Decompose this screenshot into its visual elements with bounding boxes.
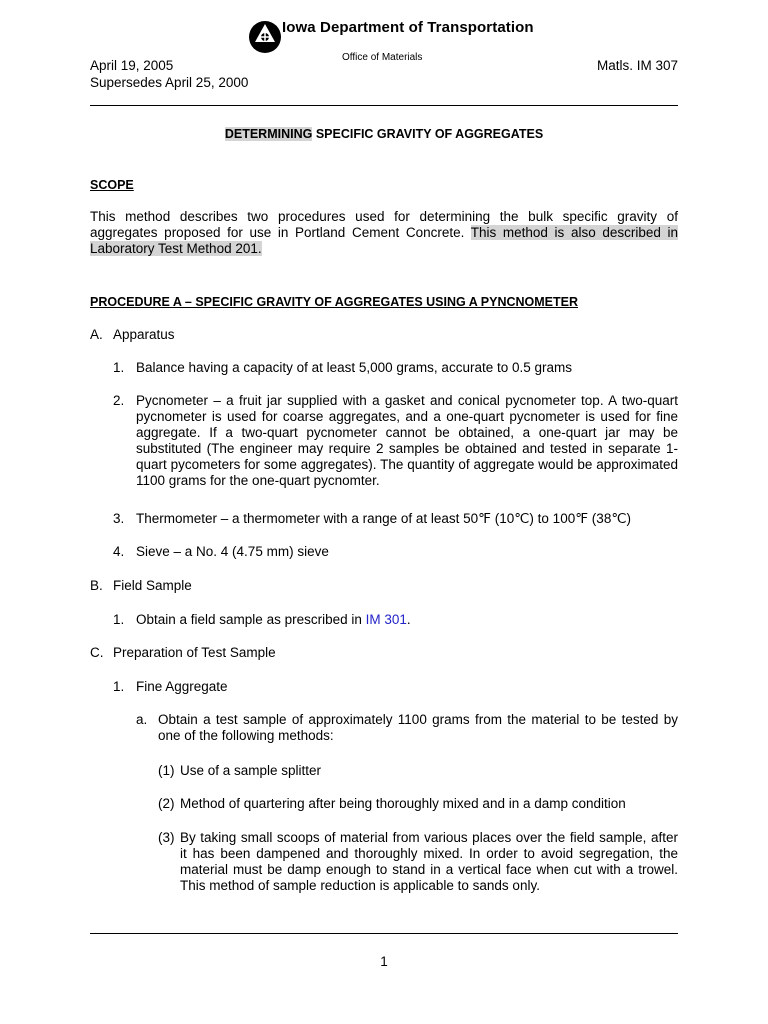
preparation-section: C. Preparation of Test Sample xyxy=(90,645,678,661)
im-number: Matls. IM 307 xyxy=(596,58,678,73)
apparatus-item-thermometer: Thermometer – a thermometer with a range of at least 50℉ (10℃) to 100℉ (38℃) xyxy=(136,511,631,526)
list-item: 1. Obtain a field sample as prescribed in IM 301. xyxy=(113,612,678,628)
list-item: (1) Use of a sample splitter xyxy=(158,763,678,779)
field-sample-item: Obtain a field sample as prescribed in IM 301. xyxy=(136,612,411,627)
scope-highlight: This method is also described in Laboratory Test Method 201. xyxy=(90,225,679,256)
title-highlight: DETERMINING xyxy=(224,127,313,141)
field-sample-section: B. Field Sample xyxy=(90,578,678,594)
list-item: 2. Pycnometer – a fruit jar supplied with a gasket and conical pycnometer top. A two-quart pycnometer is used for coarse aggregates, and a one-quart pycnometer is used for fine aggregate. If a two-quart pycnometer cannot be obtained, a one-quart jar may be substituted (The engineer may require 2 samples be obtained and tested in separate 1-quart pycometers for some aggregates). The quantity of aggregate would be approximated 1100 grams for the one-quart pycnomter. xyxy=(113,393,678,488)
fine-aggregate-label: Fine Aggregate xyxy=(136,679,228,694)
iowa-dot-logo-icon xyxy=(248,20,282,54)
procedure-a-heading: PROCEDURE A – SPECIFIC GRAVITY OF AGGREGATES USING A PYNCNOMETER xyxy=(90,295,579,309)
list-item: (2) Method of quartering after being thoroughly mixed and in a damp condition xyxy=(158,796,678,812)
document-title xyxy=(90,126,678,142)
im-301-link[interactable]: IM 301 xyxy=(365,612,407,627)
scope-paragraph xyxy=(90,209,678,257)
document-date: April 19, 2005 xyxy=(90,58,174,73)
title-rest: SPECIFIC GRAVITY OF AGGREGATES xyxy=(312,127,544,141)
sub-item-a-text: Obtain a test sample of approximately 1100 grams from the material to be tested by one of the following methods: xyxy=(158,712,678,743)
scope-text: This method describes two procedures used for determining the bulk specific gravity of aggregates proposed for use in Portland Cement Concrete. xyxy=(90,209,678,240)
header-divider xyxy=(90,105,678,106)
list-item: (3) By taking small scoops of material from various places over the field sample, after it has been dampened and thoroughly mixed. In order to avoid segregation, the material must be damp enough to stand in a vertical face when cut with a trowel. This method of sample reduction is applicable to sands only. xyxy=(158,830,678,893)
apparatus-marker: A. xyxy=(90,327,103,342)
apparatus-item-balance: Balance having a capacity of at least 5,000 grams, accurate to 0.5 grams xyxy=(136,360,572,375)
list-item: 1. Balance having a capacity of at least 5,000 grams, accurate to 0.5 grams xyxy=(113,360,678,376)
method-sample-splitter: Use of a sample splitter xyxy=(180,763,322,778)
sub-item-a: a. Obtain a test sample of approximately 1100 grams from the material to be tested by one of the following methods: xyxy=(136,712,678,743)
apparatus-item-sieve: Sieve – a No. 4 (4.75 mm) sieve xyxy=(136,544,329,559)
apparatus-section xyxy=(90,327,678,343)
method-quartering: Method of quartering after being thoroughly mixed and in a damp condition xyxy=(180,796,626,811)
list-item: 4. Sieve – a No. 4 (4.75 mm) sieve xyxy=(113,544,678,560)
apparatus-label: Apparatus xyxy=(113,327,175,342)
preparation-label: Preparation of Test Sample xyxy=(113,645,276,660)
fine-aggregate-item: 1. Fine Aggregate xyxy=(113,679,678,695)
supersedes-date: Supersedes April 25, 2000 xyxy=(90,75,249,90)
footer-divider xyxy=(90,933,678,934)
agency-name: Iowa Department of Transportation xyxy=(282,19,534,36)
list-item: 3. Thermometer – a thermometer with a range of at least 50℉ (10℃) to 100℉ (38℃) xyxy=(113,511,678,527)
scope-heading: SCOPE xyxy=(90,178,134,192)
apparatus-item-pycnometer: Pycnometer – a fruit jar supplied with a gasket and conical pycnometer top. A two-quart pycnometer is used for coarse aggregates, and a one-quart pycnometer is used for fine aggregate. If a two-quart pycnometer cannot be obtained, a one-quart jar may be substituted (The engineer may require 2 samples be obtained and tested in separate 1-quart pycometers for some aggregates). The quantity of aggregate would be approximated 1100 grams for the one-quart pycnomter. xyxy=(136,393,678,488)
page-number: 1 xyxy=(380,954,388,969)
field-sample-label: Field Sample xyxy=(113,578,192,593)
method-small-scoops: By taking small scoops of material from various places over the field sample, after it has been dampened and thoroughly mixed. In order to avoid segregation, the material must be damp enough to stand in a vertical face when cut with a trowel. This method of sample reduction is applicable to sands only. xyxy=(180,830,678,893)
office-name: Office of Materials xyxy=(342,52,423,63)
